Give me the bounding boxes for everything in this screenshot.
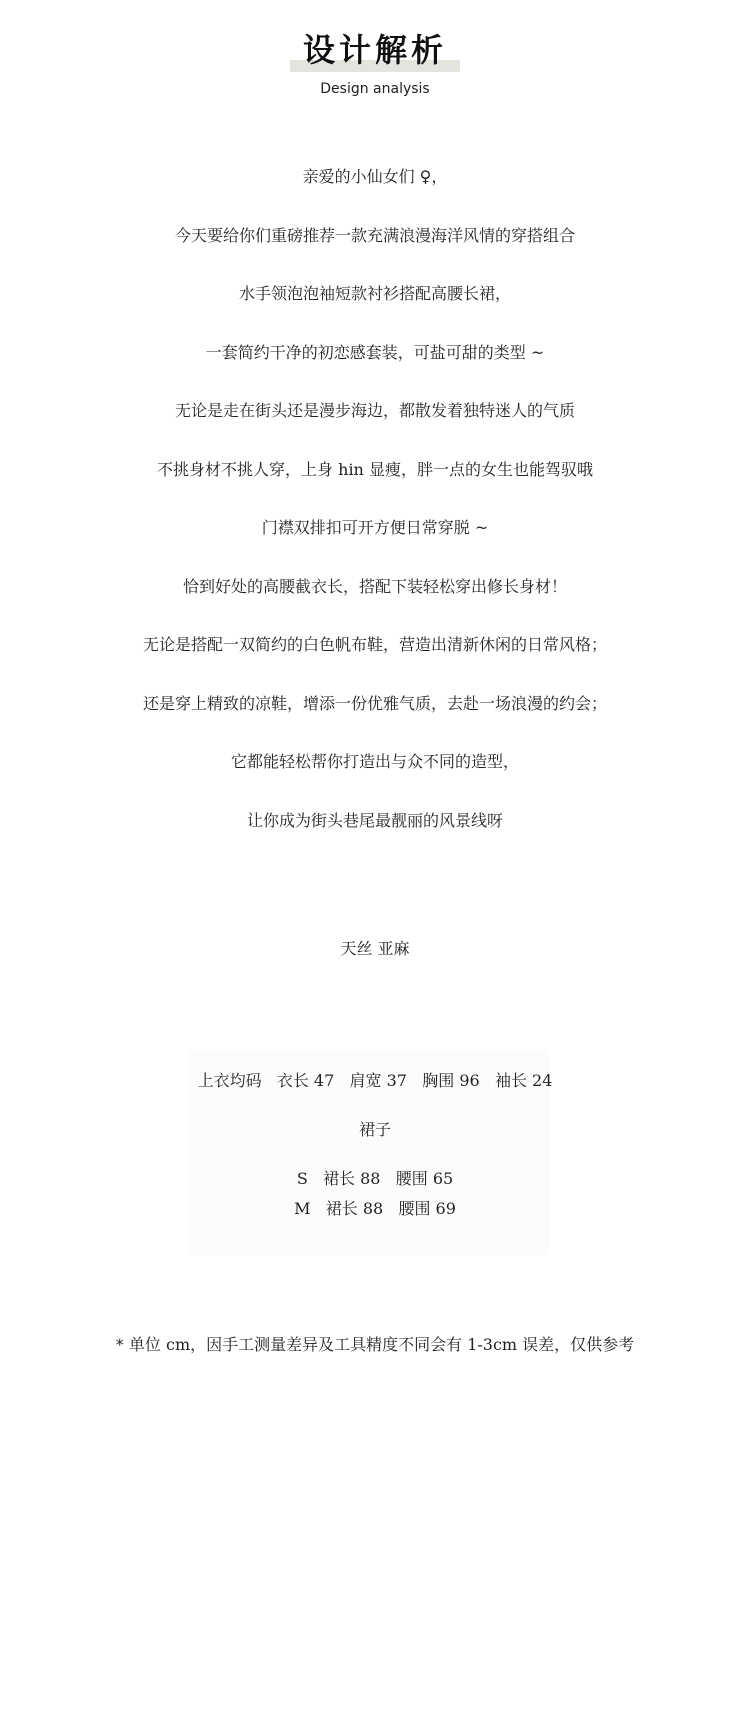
measurement-note <box>0 1333 750 1357</box>
section-header <box>0 30 750 98</box>
skirt-label: 裙子 <box>358 1120 391 1139</box>
top-size-line: 上衣均码 衣长 47 肩宽 37 胸围 96 袖长 24 <box>197 1071 553 1090</box>
fabric-text: 天丝 亚麻 <box>340 939 410 958</box>
intro-line: 恰到好处的高腰截衣长，搭配下装轻松穿出修长身材！ <box>182 576 567 596</box>
intro-line: 水手领泡泡袖短款衬衫搭配高腰长裙， <box>238 284 511 303</box>
section-subtitle: Design analysis <box>320 81 430 97</box>
intro-line: 不挑身材不挑人穿，上身 hin 显瘦，胖一点的女生也能驾驭哦 <box>157 459 593 479</box>
intro-line: 让你成为街头巷尾最靓丽的风景线呀 <box>246 810 503 830</box>
intro-line: 还是穿上精致的凉鞋，增添一份优雅气质，去赴一场浪漫的约会； <box>142 693 607 713</box>
skirt-size-row: S 裙长 88 腰围 65 <box>296 1169 454 1188</box>
intro-line: 门襟双排扣可开方便日常穿脱 ~ <box>261 518 489 537</box>
skirt-size-row: M 裙长 88 腰围 69 <box>294 1199 456 1218</box>
intro-line: 亲爱的小仙女们 ♀， <box>302 167 448 186</box>
intro-text-list <box>0 162 750 864</box>
note-text: 单位 cm，因手工测量差异及工具精度不同会有 1-3cm 误差，仅供参考 <box>128 1335 635 1354</box>
intro-line: 今天要给你们重磅推荐一款充满浪漫海洋风情的穿搭组合 <box>174 225 575 245</box>
asterisk-mark: * <box>115 1335 124 1354</box>
intro-line: 无论是搭配一双简约的白色帆布鞋，营造出清新休闲的日常风格； <box>142 635 607 654</box>
intro-line: 无论是走在街头还是漫步海边，都散发着独特迷人的气质 <box>174 401 575 420</box>
intro-line: 它都能轻松帮你打造出与众不同的造型， <box>230 752 519 771</box>
intro-line: 一套简约干净的初恋感套装，可盐可甜的类型 ~ <box>205 342 545 362</box>
title-block <box>290 30 460 72</box>
section-title: 设计解析 <box>302 31 447 69</box>
